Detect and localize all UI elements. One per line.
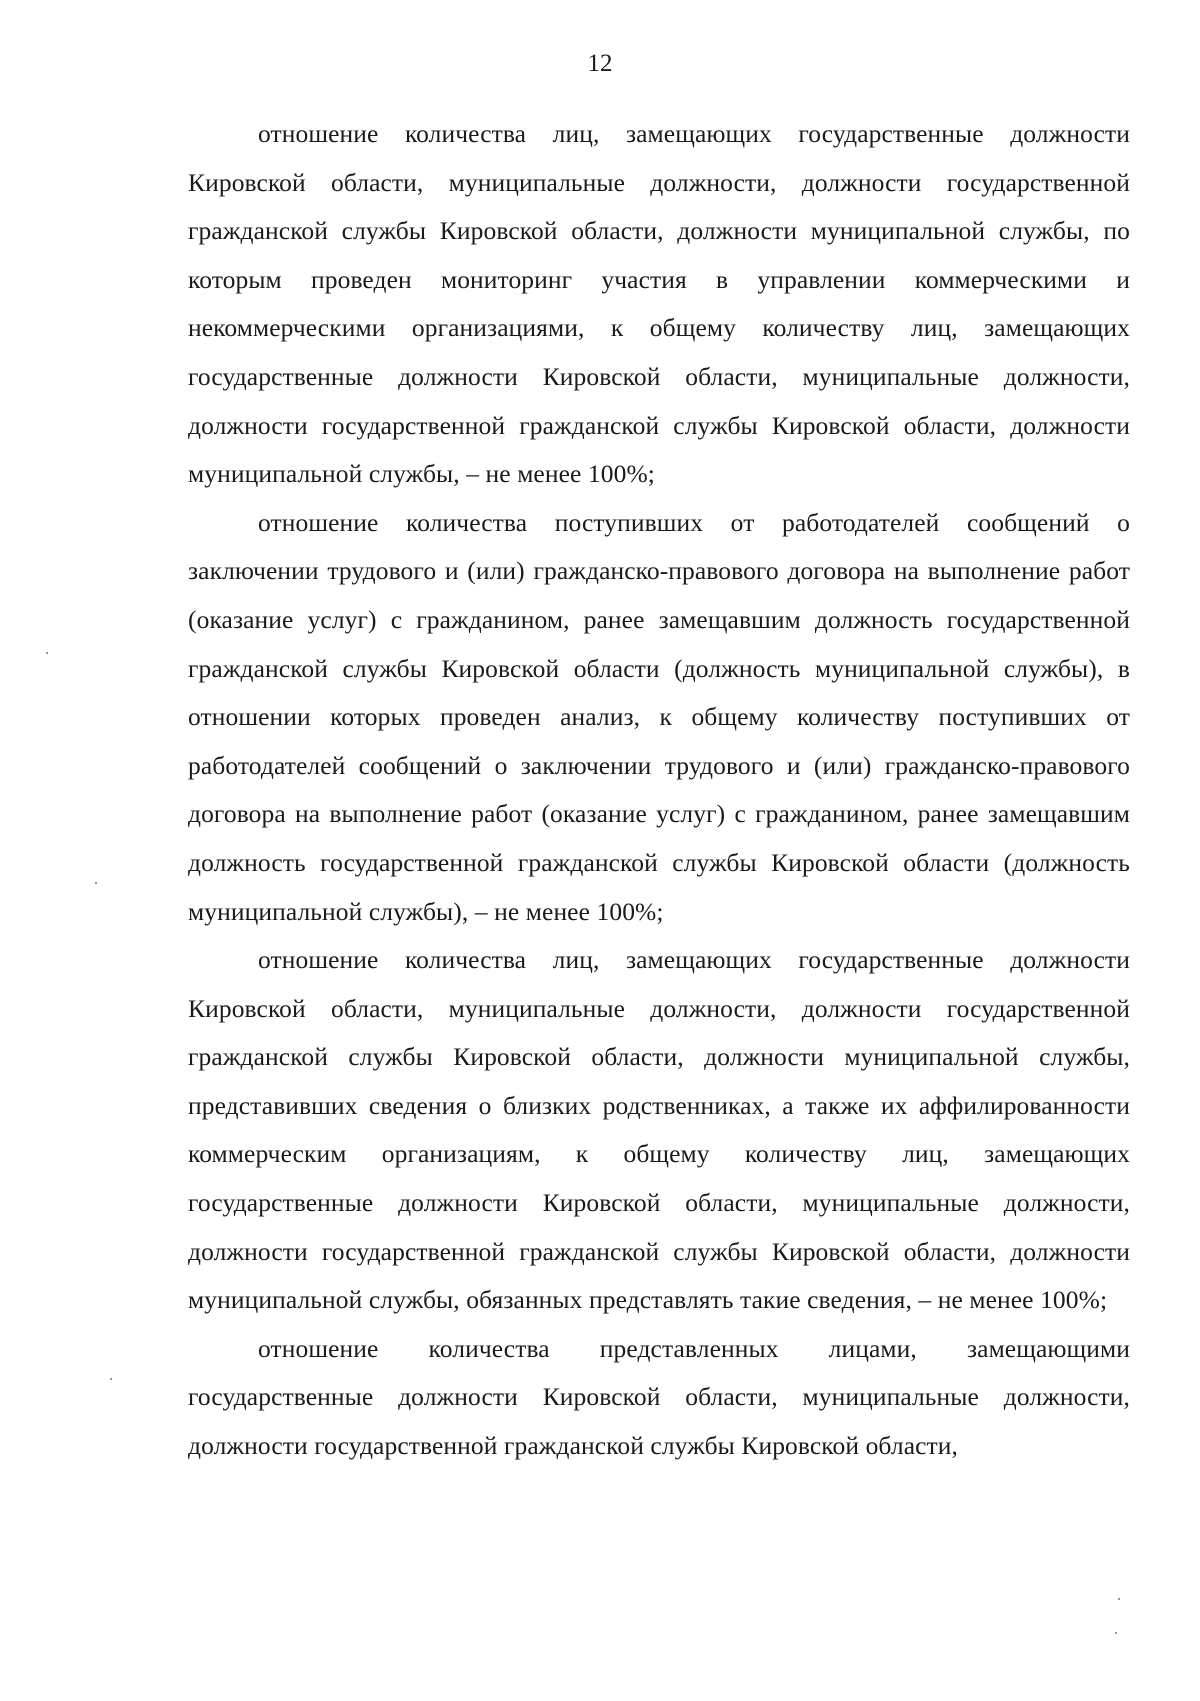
scan-speck [95, 882, 97, 884]
paragraph-4: отношение количества представленных лицами, замещающими государственные должности Кировской области, муниципальные должности, должности государственной гражданской службы Кировской области, [188, 1333, 1130, 1461]
document-body [188, 110, 1130, 1471]
paragraph-2: отношение количества поступивших от работодателей сообщений о заключении трудового и (или) гражданско-правового договора на выполнение работ (оказание услуг) с гражданином, ранее замещавшим должность государственной гражданской службы Кировской области (должность муниципальной службы), в отношении которых проведен анализ, к общему количеству поступивших от работодателей сообщений о заключении трудового и (или) гражданско-правового договора на выполнение работ (оказание услуг) с гражданином, ранее замещавшим должность государственной гражданской службы Кировской области (должность муниципальной службы), – не менее 100%; [188, 507, 1130, 926]
scan-speck [110, 1378, 112, 1380]
scan-speck [46, 652, 48, 654]
scan-speck [1115, 1632, 1117, 1634]
scan-speck [1118, 1598, 1120, 1600]
paragraph-3: отношение количества лиц, замещающих государственные должности Кировской области, муниципальные должности, должности государственной гражданской службы Кировской области, должности муниципальной службы, представивших сведения о близких родственниках, а также их аффилированности коммерческим организациям, к общему количеству лиц, замещающих государственные должности Кировской области, муниципальные должности, должности государственной гражданской службы Кировской области, должности муниципальной службы, обязанных представлять такие сведения, – не менее 100%; [188, 945, 1130, 1315]
paragraph-1: отношение количества лиц, замещающих государственные должности Кировской области, муниципальные должности, должности государственной гражданской службы Кировской области, должности муниципальной службы, по которым проведен мониторинг участия в управлении коммерческими и некоммерческими организациями, к общему количеству лиц, замещающих государственные должности Кировской области, муниципальные должности, должности государственной гражданской службы Кировской области, должности муниципальной службы, – не менее 100%; [188, 119, 1130, 489]
page-number: 12 [587, 50, 613, 77]
